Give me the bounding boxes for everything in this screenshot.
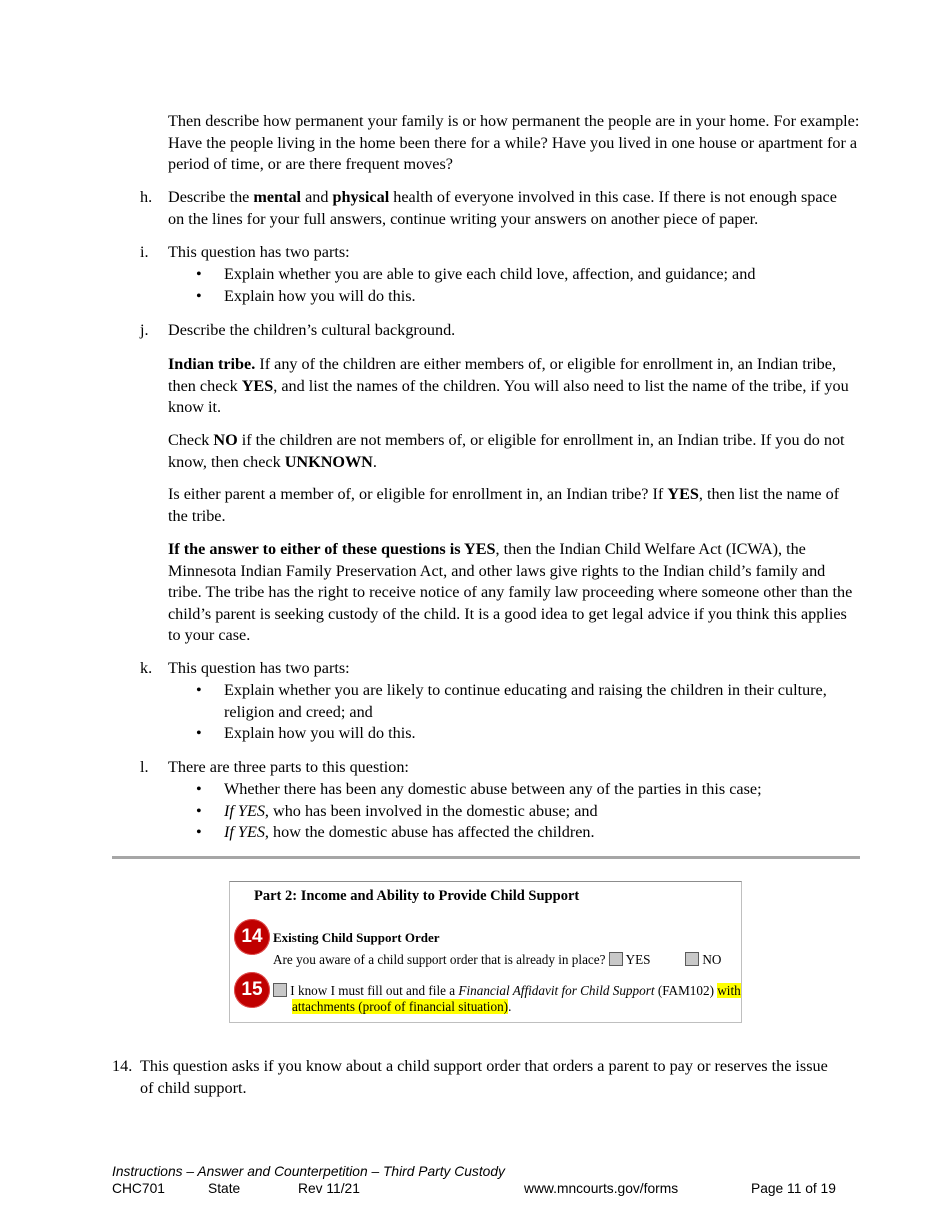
- list-item: • Explain how you will do this.: [168, 723, 828, 745]
- existing-order-question: Are you aware of a child support order that is already in place? YES NO: [273, 952, 722, 967]
- list-item: • Explain how you will do this.: [168, 286, 848, 308]
- financial-affidavit-checkbox[interactable]: [273, 983, 287, 997]
- no-checkbox[interactable]: [685, 952, 699, 966]
- indian-tribe-paragraph: Indian tribe. If any of the children are either members of, or eligible for enrollment in, an Indian tribe, then check YES, and list the names of the children. You will also need to list the name of the tribe, if you know it.: [168, 355, 849, 416]
- item-i-text: This question has two parts:: [168, 243, 350, 261]
- footer-revision: Rev 11/21: [298, 1181, 360, 1196]
- form-excerpt: [229, 881, 742, 1023]
- list-item: • If YES, how the domestic abuse has affected the children.: [168, 822, 848, 844]
- item-l-letter: l.: [140, 758, 149, 776]
- check-no-paragraph: Check NO if the children are not members of, or eligible for enrollment in, an Indian tribe. If you do not know, then check UNKNOWN.: [168, 431, 845, 471]
- footer-title: Instructions – Answer and Counterpetition – Third Party Custody: [112, 1164, 505, 1179]
- footer-form-code: CHC701: [112, 1181, 165, 1196]
- item-i-letter: i.: [140, 243, 149, 261]
- list-item: • Explain whether you are likely to continue educating and raising the children in their culture, religion and creed; and: [168, 680, 828, 723]
- item-k-letter: k.: [140, 659, 153, 677]
- item-l-bullets: [168, 779, 848, 844]
- footer-url: www.mncourts.gov/forms: [524, 1181, 679, 1196]
- item-k-text: This question has two parts:: [168, 659, 350, 677]
- item-h-text: Describe the mental and physical health of everyone involved in this case. If there is not enough space on the lines for your full answers, continue writing your answers on another piece of paper.: [168, 188, 837, 228]
- item-l-text: There are three parts to this question:: [168, 758, 409, 776]
- intro-paragraph: Then describe how permanent your family is or how permanent the people are in your home. For example: Have the people living in the home been there for a while? Have you lived in one house or apartment for a period of time, or are there frequent moves?: [168, 112, 860, 173]
- section-divider: [112, 856, 860, 859]
- financial-affidavit-line-2: attachments (proof of financial situation).: [292, 999, 512, 1014]
- item-k-bullets: [168, 680, 828, 745]
- parent-tribe-paragraph: Is either parent a member of, or eligible for enrollment in, an Indian tribe? If YES, then list the name of the tribe.: [168, 485, 840, 525]
- badge-15: 15: [234, 972, 270, 1008]
- item-h-letter: h.: [140, 188, 153, 206]
- yes-label: YES: [625, 952, 651, 967]
- financial-affidavit-line: I know I must fill out and file a Financial Affidavit for Child Support (FAM102) with: [273, 983, 741, 999]
- icwa-paragraph: If the answer to either of these questions is YES, then the Indian Child Welfare Act (ICWA), the Minnesota Indian Family Preservation Act, and other laws give rights to the Indian child’s family and tribe. The tribe has the right to receive notice of any family law proceeding where someone other than the child’s parent is seeking custody of the child. It is a good idea to get legal advice if you think this applies to your case.: [168, 540, 853, 644]
- item-i-bullets: [168, 264, 848, 307]
- list-item: • Explain whether you are able to give each child love, affection, and guidance; and: [168, 264, 848, 286]
- item-j-text: Describe the children’s cultural background.: [168, 321, 456, 339]
- footer-page-number: Page 11 of 19: [751, 1181, 836, 1196]
- item-j-letter: j.: [140, 321, 149, 339]
- list-item: • If YES, who has been involved in the domestic abuse; and: [168, 801, 848, 823]
- existing-order-heading: Existing Child Support Order: [273, 930, 440, 945]
- form-excerpt-title: Part 2: Income and Ability to Provide Child Support: [254, 888, 580, 904]
- list-item: • Whether there has been any domestic abuse between any of the parties in this case;: [168, 779, 848, 801]
- yes-checkbox[interactable]: [609, 952, 623, 966]
- no-label: NO: [702, 952, 722, 967]
- item-14-number: 14.: [112, 1057, 133, 1075]
- footer-state: State: [208, 1181, 241, 1196]
- item-14-text: This question asks if you know about a child support order that orders a parent to pay or reserves the issue of child support.: [140, 1057, 828, 1097]
- badge-14: 14: [234, 919, 270, 955]
